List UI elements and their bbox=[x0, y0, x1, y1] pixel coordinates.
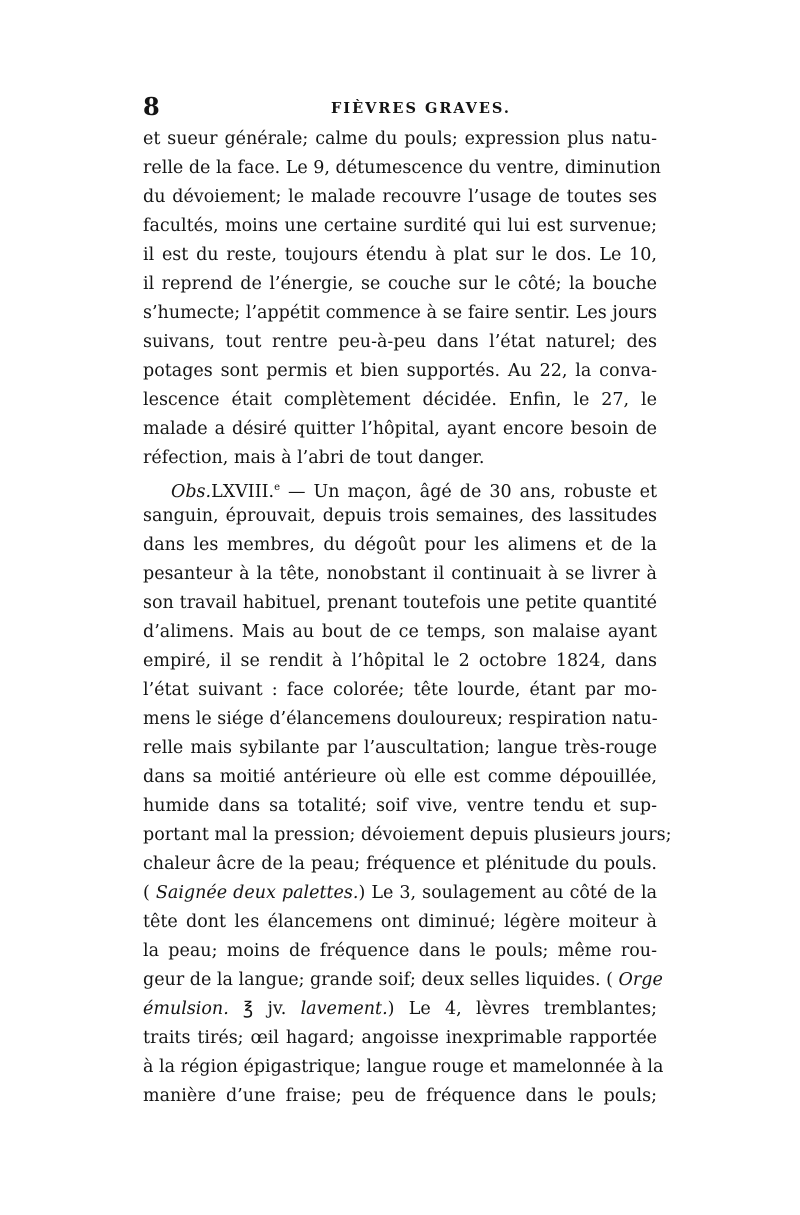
text-line: chaleur âcre de la peau; fréquence et plénitude du pouls. bbox=[143, 854, 657, 874]
text-line-mixed bbox=[143, 995, 657, 1024]
text-line: potages sont permis et bien supportés. Au 22, la conva- bbox=[143, 361, 657, 381]
text-line: s’humecte; l’appétit commence à se faire sentir. Les jours bbox=[143, 303, 657, 323]
text-line-mixed bbox=[143, 966, 663, 995]
running-title: FIÈVRES GRAVES. bbox=[331, 100, 511, 117]
obs-first-line-text: — Un maçon, âgé de 30 ans, robuste et bbox=[280, 481, 657, 502]
page-number: 8 bbox=[143, 92, 160, 121]
observation-heading-line bbox=[143, 473, 657, 502]
line-rest: ) Le 3, soulagement au côté de la bbox=[358, 883, 658, 903]
text-line: mens le siége d’élancemens douloureux; respiration natu- bbox=[143, 709, 658, 729]
dose-text: ℥ jv. bbox=[228, 999, 301, 1019]
prescription-italic: lavement. bbox=[300, 999, 388, 1019]
text-line: pesanteur à la tête, nonobstant il continuait à se livrer à bbox=[143, 564, 657, 584]
text-line: d’alimens. Mais au bout de ce temps, son malaise ayant bbox=[143, 622, 657, 642]
text-line: tête dont les élancemens ont diminué; légère moiteur à bbox=[143, 912, 657, 932]
line-rest: ) Le 4, lèvres tremblantes; bbox=[387, 999, 657, 1019]
text-line: humide dans sa totalité; soif vive, ventre tendu et sup- bbox=[143, 796, 657, 816]
text-line: l’état suivant : face colorée; tête lourde, étant par mo- bbox=[143, 680, 657, 700]
text-line: la peau; moins de fréquence dans le pouls; même rou- bbox=[143, 941, 657, 961]
text-line: empiré, il se rendit à l’hôpital le 2 octobre 1824, dans bbox=[143, 651, 657, 671]
prescription-italic: Saignée deux palettes. bbox=[155, 883, 359, 903]
obs-label: Obs. bbox=[171, 481, 212, 502]
text-line: il reprend de l’énergie, se couche sur le côté; la bouche bbox=[143, 274, 657, 294]
text-line: dans les membres, du dégoût pour les alimens et de la bbox=[143, 535, 657, 555]
text-line: sanguin, éprouvait, depuis trois semaines, des lassitudes bbox=[143, 506, 657, 526]
text-line: il est du reste, toujours étendu à plat sur le dos. Le 10, bbox=[143, 245, 657, 265]
text-line: facultés, moins une certaine surdité qui lui est survenue; bbox=[143, 216, 657, 236]
prescription-italic: émulsion. bbox=[143, 999, 229, 1019]
prescription-italic: Orge bbox=[618, 970, 663, 990]
text-line: relle de la face. Le 9, détumescence du ventre, diminution bbox=[143, 158, 661, 178]
obs-superscript: e bbox=[274, 482, 281, 493]
text-line-mixed bbox=[143, 879, 657, 908]
running-head bbox=[143, 92, 663, 122]
text-line: traits tirés; œil hagard; angoisse inexprimable rapportée bbox=[143, 1028, 657, 1048]
text-line: manière d’une fraise; peu de fréquence dans le pouls; bbox=[143, 1086, 657, 1106]
paren-open: ( bbox=[143, 883, 156, 903]
text-line: relle mais sybilante par l’auscultation; langue très-rouge bbox=[143, 738, 657, 758]
text-line: lescence était complètement décidée. Enfin, le 27, le bbox=[143, 390, 657, 410]
obs-number: LXVIII. bbox=[211, 481, 275, 502]
text-line: et sueur générale; calme du pouls; expression plus natu- bbox=[143, 129, 657, 149]
text-line: suivans, tout rentre peu-à-peu dans l’état naturel; des bbox=[143, 332, 657, 352]
text-line: malade a désiré quitter l’hôpital, ayant encore besoin de bbox=[143, 419, 657, 439]
text-line: dans sa moitié antérieure où elle est comme dépouillée, bbox=[143, 767, 657, 787]
paragraph-last-line: réfection, mais à l’abri de tout danger. bbox=[143, 448, 485, 468]
body-text bbox=[143, 125, 672, 1111]
text-line: du dévoiement; le malade recouvre l’usage de toutes ses bbox=[143, 187, 657, 207]
text-line: son travail habituel, prenant toutefois une petite quantité bbox=[143, 593, 657, 613]
line-text: geur de la langue; grande soif; deux selles liquides. ( bbox=[143, 970, 619, 990]
text-line: à la région épigastrique; langue rouge et mamelonnée à la bbox=[143, 1057, 664, 1077]
text-line: portant mal la pression; dévoiement depuis plusieurs jours; bbox=[143, 825, 672, 845]
